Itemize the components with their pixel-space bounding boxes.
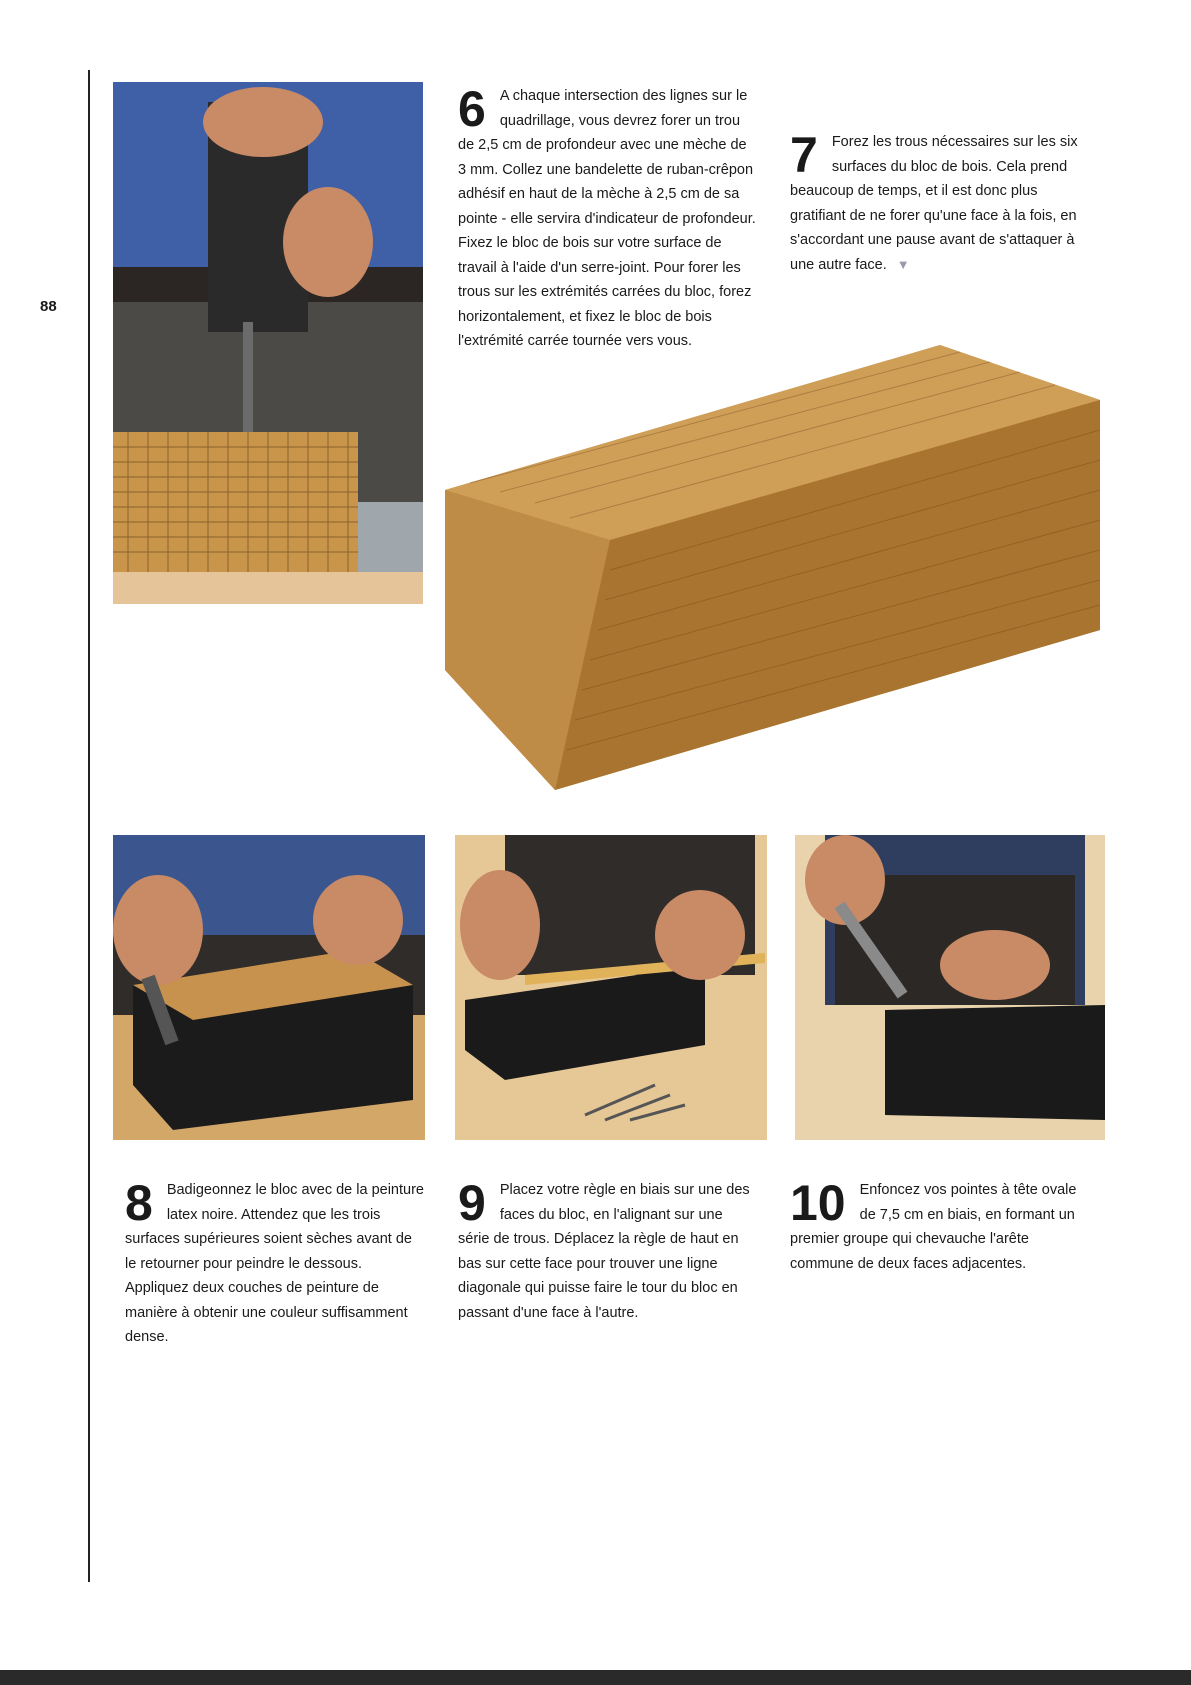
step-text: Placez votre règle en biais sur une des faces du bloc, en l'alignant sur une série de trous. Déplacez la règle de haut en bas sur cette face pour trouver une ligne diagonale qui puisse faire le tour du bloc en passant d'une face à l'autre. — [458, 1182, 750, 1321]
step-number: 8 — [125, 1175, 153, 1231]
photo-drilling-block — [113, 82, 423, 604]
step-text: Forez les trous nécessaires sur les six surfaces du bloc de bois. Cela prend beaucoup de temps, et il est donc plus gratifiant de ne forer qu'une face à la fois, en s'accordant une pause avant de s'attaquer à une autre face. — [790, 134, 1078, 273]
photo-ruler-on-block — [455, 835, 767, 1140]
step-text: Badigeonnez le bloc avec de la peinture latex noire. Attendez que les trois surfaces supérieures soient sèches avant de le retourner pour peindre le dessous. Appliquez deux couches de peinture de manière à obtenir une couleur suffisamment dense. — [125, 1182, 424, 1345]
margin-rule — [88, 70, 90, 1582]
step-number: 9 — [458, 1175, 486, 1231]
step-text: Enfoncez vos pointes à tête ovale de 7,5 cm en biais, en formant un premier groupe qui chevauche l'arête commune de deux faces adjacentes. — [790, 1182, 1077, 1272]
page-number: 88 — [40, 298, 57, 315]
photo-painting-block — [113, 835, 425, 1140]
step-number: 10 — [790, 1175, 846, 1231]
down-triangle-icon: ▼ — [896, 256, 910, 272]
photo-wooden-block — [440, 340, 1105, 795]
step-8 — [125, 1175, 425, 1350]
step-9 — [458, 1175, 758, 1325]
step-number: 7 — [790, 127, 818, 183]
step-number: 6 — [458, 81, 486, 137]
step-7 — [790, 127, 1090, 277]
step-text: A chaque intersection des lignes sur le quadrillage, vous devrez forer un trou de 2,5 cm de profondeur avec une mèche de 3 mm. Collez une bandelette de ruban-crêpon adhésif en haut de la mèche à 2,5 cm de sa pointe - elle servira d'indicateur de profondeur. Fixez le bloc de bois sur votre surface de travail à l'aide d'un serre-joint. Pour forer les trous sur les extrémités carrées du bloc, forez horizontalement, et fixez le bloc de bois l'extrémité carrée tournée vers vous. — [458, 88, 756, 349]
scan-edge — [0, 1670, 1191, 1685]
step-6 — [458, 81, 758, 354]
step-10 — [790, 1175, 1090, 1276]
photo-hammering-nails — [795, 835, 1105, 1140]
